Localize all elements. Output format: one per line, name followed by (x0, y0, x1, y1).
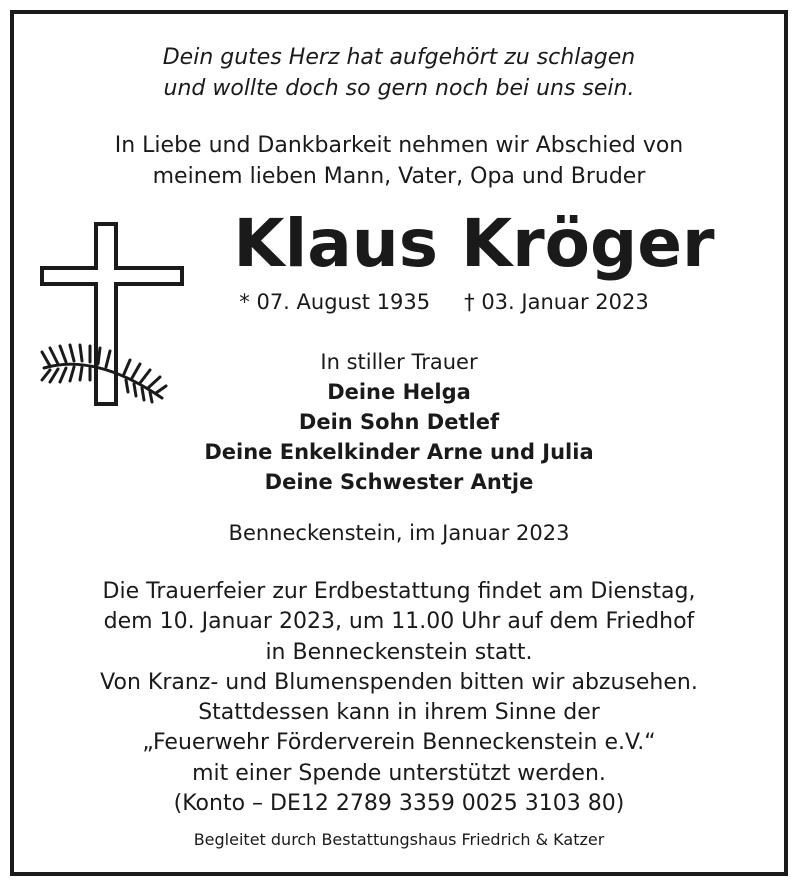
service-line: Stattdessen kann in ihrem Sinne der (198, 700, 600, 726)
service-line: dem 10. Januar 2023, um 11.00 Uhr auf dem Friedhof (103, 609, 695, 635)
mourners-block (14, 347, 784, 497)
service-line: Die Trauerfeier zur Erdbestattung findet am Dienstag, (102, 579, 696, 604)
intro-line-2: meinem lieben Mann, Vater, Opa und Bruder (152, 164, 646, 189)
mourner-name: Deine Helga (327, 380, 471, 404)
service-line: in Benneckenstein statt. (265, 639, 533, 665)
deceased-name: Klaus Kröger (233, 205, 715, 282)
birth-date: * 07. August 1935 (239, 290, 431, 314)
obituary-frame (10, 10, 788, 876)
mourner-name: Dein Sohn Detlef (298, 410, 500, 434)
service-line: mit einer Spende unterstützt werden. (192, 760, 606, 786)
intro-text (14, 130, 784, 192)
service-line: „Feuerwehr Förderverein Benneckenstein e.V.“ (142, 730, 656, 756)
poem-line-1: Dein gutes Herz hat aufgehört zu schlagen (162, 45, 636, 70)
service-line: (Konto – DE12 2789 3359 0025 3103 80) (173, 791, 625, 817)
service-info (14, 577, 784, 819)
mourners-heading: In stiller Trauer (320, 350, 478, 374)
intro-line-1: In Liebe und Dankbarkeit nehmen wir Abschied von (114, 133, 684, 158)
service-line: Von Kranz- und Blumenspenden bitten wir abzusehen. (100, 669, 698, 695)
death-date: † 03. Januar 2023 (464, 290, 649, 314)
place-date: Benneckenstein, im Januar 2023 (228, 521, 570, 545)
mourner-name: Deine Enkelkinder Arne und Julia (204, 440, 594, 464)
funeral-home-credit: Begleitet durch Bestattungshaus Friedrich & Katzer (193, 830, 605, 849)
mourner-name: Deine Schwester Antje (264, 470, 534, 494)
poem-line-2: und wollte doch so gern noch bei uns sein. (163, 76, 635, 101)
poem (14, 42, 784, 104)
life-dates (124, 288, 764, 316)
